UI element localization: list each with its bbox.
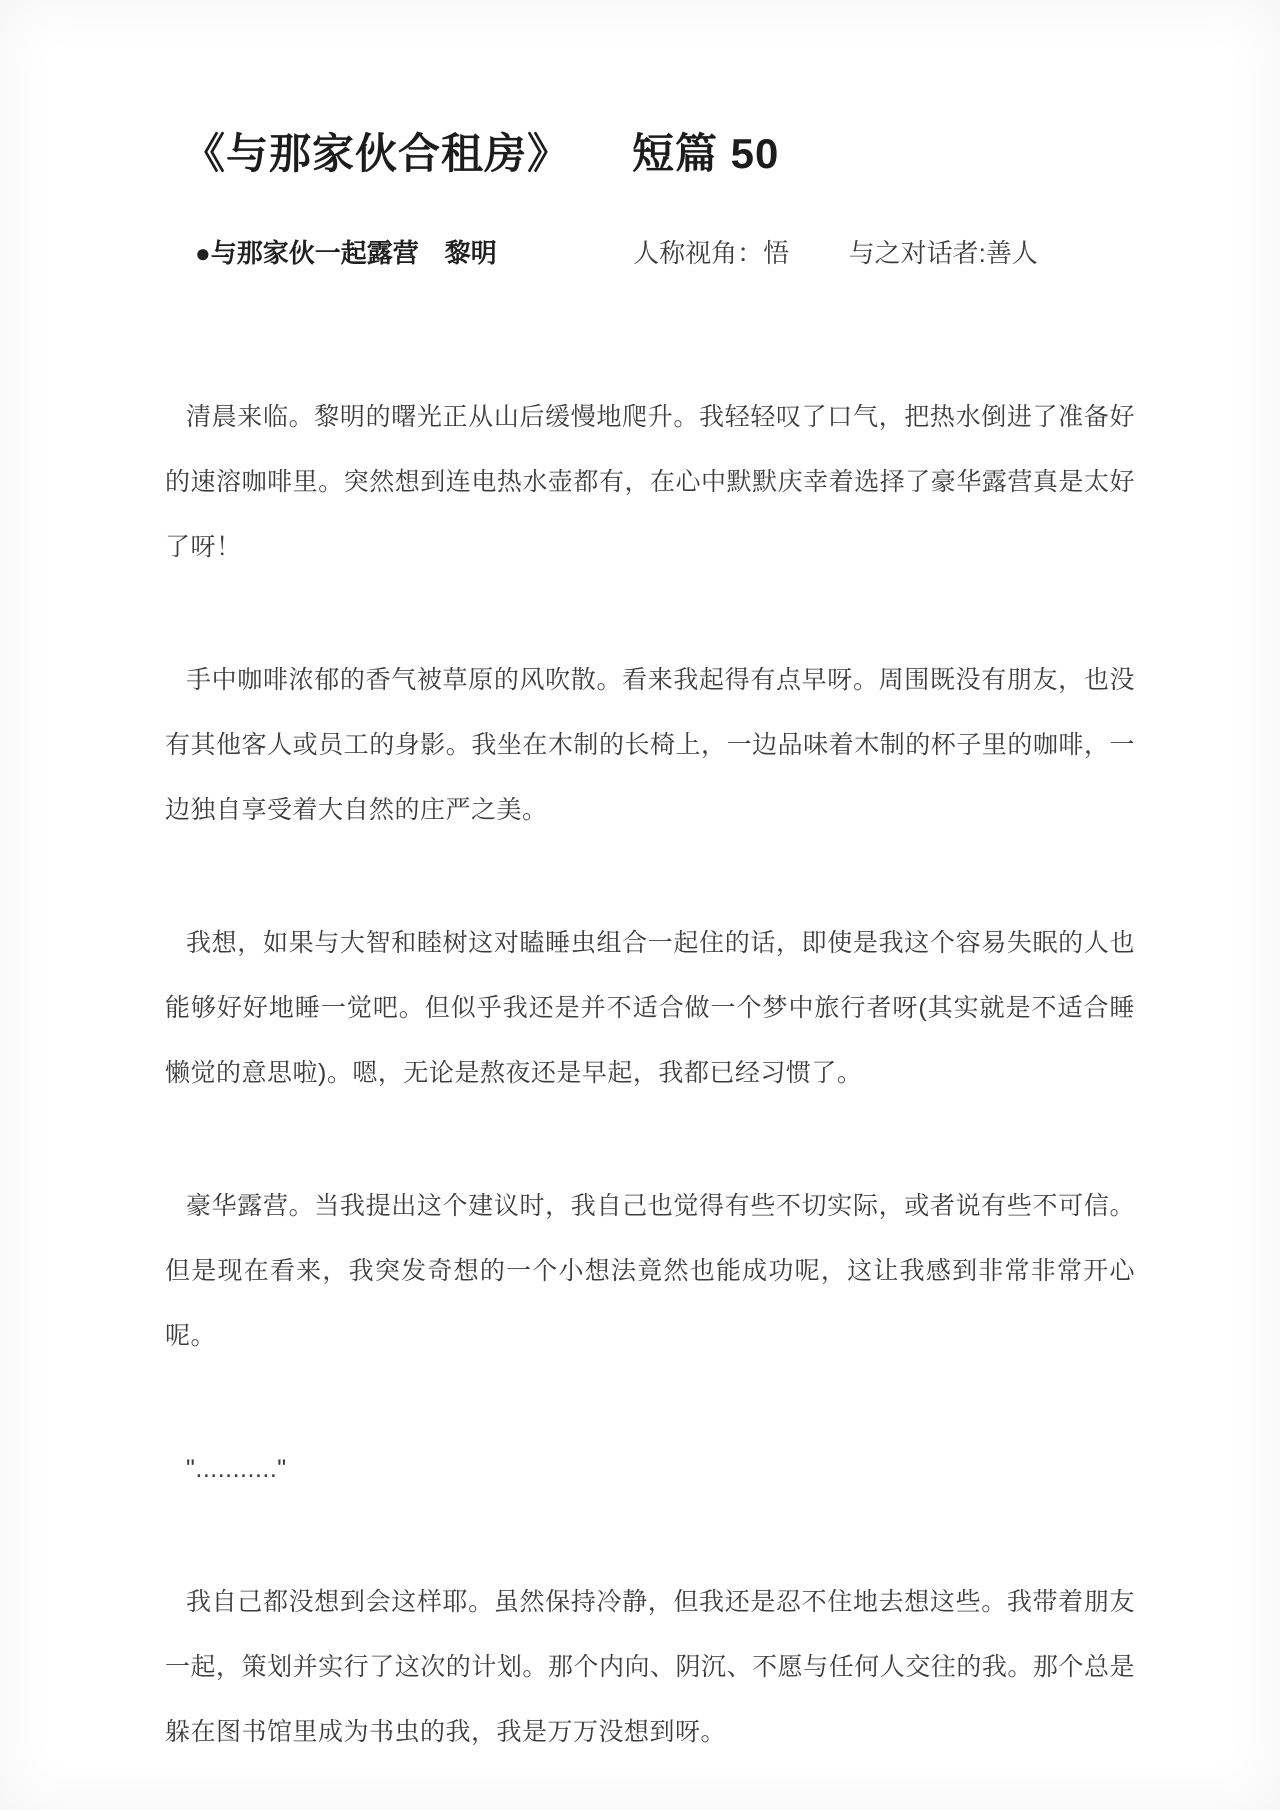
paragraph-3: 我想，如果与大智和睦树这对瞌睡虫组合一起住的话，即使是我这个容易失眠的人也能够好好地睡一觉吧。但似乎我还是并不适合做一个梦中旅行者呀(其实就是不适合睡懒觉的意思啦)。嗯，无论是熬夜还是早起，我都已经习惯了。 (165, 928, 1135, 1087)
paragraph-1: 清晨来临。黎明的曙光正从山后缓慢地爬升。我轻轻叹了口气，把热水倒进了准备好的速溶咖啡里。突然想到连电热水壶都有，在心中默默庆幸着选择了豪华露营真是太好了呀！ (165, 402, 1135, 561)
chapter-label: 短篇 50 (632, 130, 780, 177)
paragraph-5: 我自己都没想到会这样耶。虽然保持冷静，但我还是忍不住地去想这些。我带着朋友一起，策划并实行了这次的计划。那个内向、阴沉、不愿与任何人交往的我。那个总是躲在图书馆里成为书虫的我，我是万万没想到呀。 (165, 1587, 1135, 1746)
paragraph-2: 手中咖啡浓郁的香气被草原的风吹散。看来我起得有点早呀。周围既没有朋友，也没有其他客人或员工的身影。我坐在木制的长椅上，一边品味着木制的杯子里的咖啡，一边独自享受着大自然的庄严之美。 (165, 665, 1135, 824)
book-title: 《与那家伙合租房》 (183, 130, 571, 177)
story-body (165, 385, 1135, 1765)
story-meta-row (165, 233, 1135, 270)
perspective-label: 人称视角：悟 (633, 237, 790, 268)
dialogue-partner-label: 与之对话者:善人 (848, 237, 1038, 268)
page-title (183, 128, 1135, 181)
story-title: ●与那家伙一起露营 黎明 (195, 237, 497, 268)
paragraph-quote: "..........." (186, 1454, 287, 1483)
paragraph-4: 豪华露营。当我提出这个建议时，我自己也觉得有些不切实际，或者说有些不可信。但是现在看来，我突发奇想的一个小想法竟然也能成功呢，这让我感到非常非常开心呢。 (165, 1191, 1135, 1350)
